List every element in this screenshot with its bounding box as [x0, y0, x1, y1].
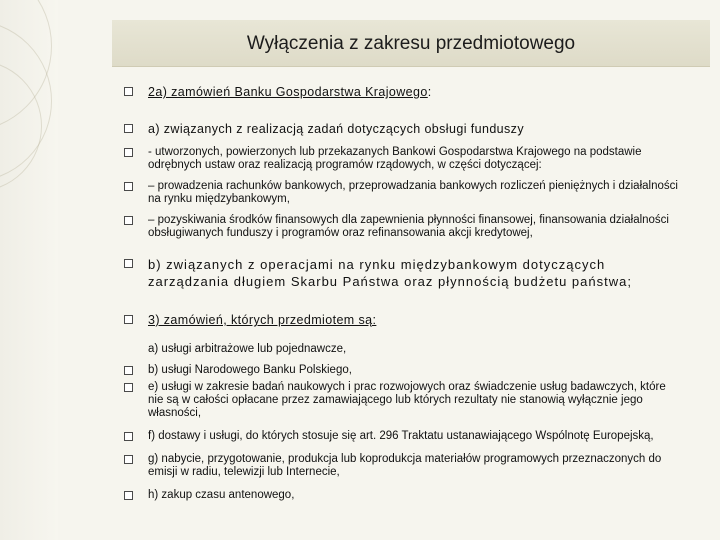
- square-bullet-icon: [124, 182, 133, 191]
- square-bullet-icon: [124, 366, 133, 375]
- square-bullet-icon: [124, 455, 133, 464]
- item-text: 2a) zamówień Banku Gospodarstwa Krajowego: [148, 85, 428, 99]
- list-item: [118, 343, 678, 356]
- square-bullet-icon: [124, 259, 133, 268]
- list-item: [118, 121, 678, 138]
- item-text: f) dostawy i usługi, do których stosuje się art. 296 Traktatu ustanawiającego Wspólnotę Europejską,: [148, 430, 654, 442]
- square-bullet-icon: [124, 148, 133, 157]
- item-text: - utworzonych, powierzonych lub przekazanych Bankowi Gospodarstwa Krajowego na podstawie odrębnych ustaw oraz realizacją programów rządowych, w części dotyczącej:: [148, 146, 642, 171]
- list-item: [118, 146, 678, 172]
- square-bullet-icon: [124, 432, 133, 441]
- square-bullet-icon: [124, 383, 133, 392]
- item-text: h) zakup czasu antenowego,: [148, 489, 295, 501]
- list-item: [118, 180, 678, 206]
- list-item: [118, 312, 678, 329]
- item-text: a) usługi arbitrażowe lub pojednawcze,: [148, 343, 347, 355]
- list-item: [118, 84, 678, 101]
- square-bullet-icon: [124, 315, 133, 324]
- list-item: [118, 381, 678, 420]
- list-item: [118, 364, 678, 377]
- item-text: b) związanych z operacjami na rynku międzybankowym dotyczących zarządzania długiem Skarbu Państwa oraz płynnością budżetu państwa;: [148, 257, 632, 289]
- item-suffix: :: [427, 85, 432, 99]
- item-text: 3) zamówień, których przedmiotem są:: [148, 313, 377, 327]
- item-text: g) nabycie, przygotowanie, produkcja lub koprodukcja materiałów programowych przeznaczonych do emisji w radiu, telewizji lub Internecie,: [148, 453, 662, 478]
- list-item: [118, 489, 678, 502]
- list-item: [118, 453, 678, 479]
- list-item: [118, 430, 678, 443]
- square-bullet-icon: [124, 124, 133, 133]
- square-bullet-icon: [124, 491, 133, 500]
- item-text: e) usługi w zakresie badań naukowych i prac rozwojowych oraz świadczenie usług badawczych, które nie są w całości opłacane przez zamawiającego lub których rezultaty nie stanowią wyłącznie jego własności,: [148, 381, 666, 419]
- item-text: – pozyskiwania środków finansowych dla zapewnienia płynności finansowej, finansowania działalności obsługiwanych funduszy i programów oraz refinansowania akcji kredytowej,: [148, 214, 669, 239]
- item-text: – prowadzenia rachunków bankowych, przeprowadzania bankowych rozliczeń pieniężnych i działalności na rynku międzybankowym,: [148, 180, 678, 205]
- square-bullet-icon: [124, 216, 133, 225]
- decorative-strip: [0, 0, 58, 540]
- list-item: [118, 214, 678, 240]
- square-bullet-icon: [124, 87, 133, 96]
- list-item: [118, 256, 678, 290]
- item-text: a) związanych z realizacją zadań dotyczących obsługi funduszy: [148, 122, 524, 136]
- slide-content: [118, 84, 678, 502]
- item-text: b) usługi Narodowego Banku Polskiego,: [148, 364, 352, 376]
- slide-title: Wyłączenia z zakresu przedmiotowego: [246, 33, 576, 54]
